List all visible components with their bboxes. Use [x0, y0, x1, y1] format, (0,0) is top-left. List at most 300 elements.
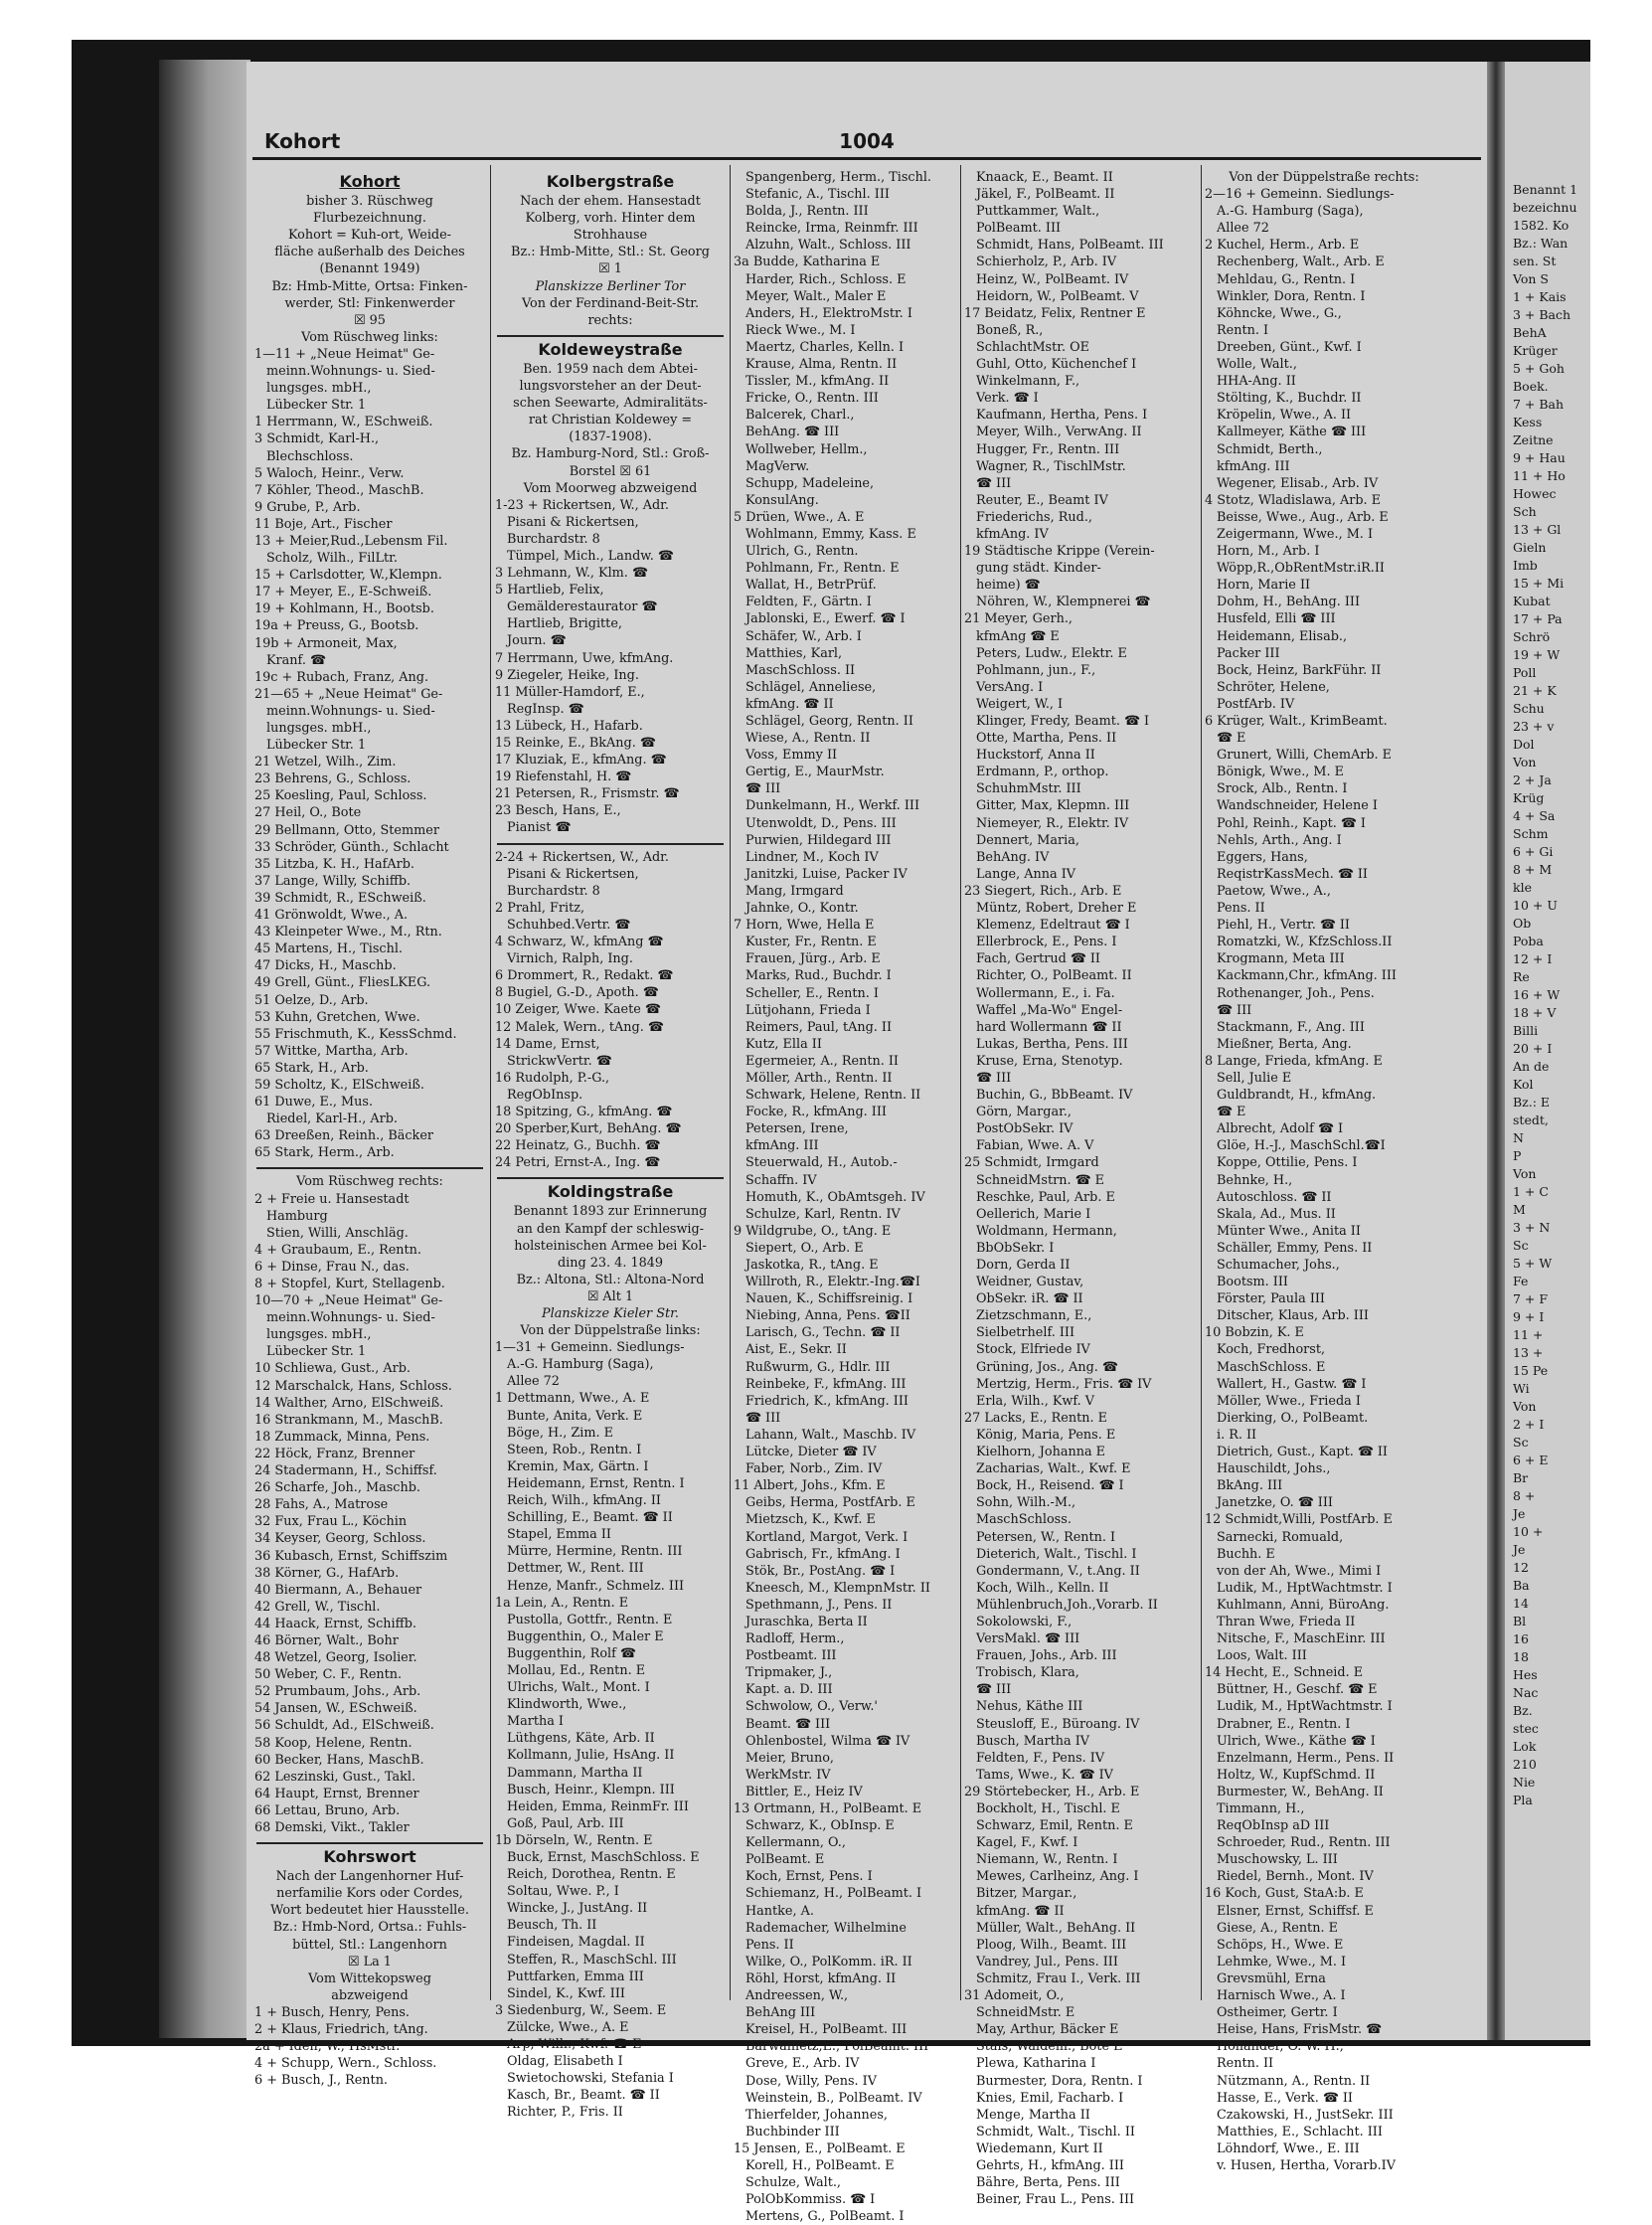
resident-entry: Koch, Wilh., Kelln. II — [976, 1580, 1109, 1596]
resident-entry: Feldten, F., Pens. IV — [976, 1750, 1105, 1766]
resident-entry: Horn, Marie II — [1217, 578, 1311, 594]
next-page-line: Nac — [1513, 1685, 1539, 1700]
resident-entry: Dose, Willy, Pens. IV — [745, 2073, 877, 2089]
resident-entry: Tams, Wwe., K. ☎ IV — [976, 1767, 1113, 1783]
street-note: Nach der Langenhorner Huf- — [275, 1869, 464, 1885]
resident-entry: Niemann, W., Rentn. I — [976, 1852, 1118, 1868]
house-entry: 27 Lacks, E., Rentn. E — [964, 1410, 1107, 1426]
resident-entry: Fach, Gertrud ☎ II — [976, 951, 1100, 967]
house-entry: 41 Grönwoldt, Wwe., A. — [254, 908, 409, 924]
resident-entry: Stapel, Emma II — [507, 1527, 611, 1543]
resident-entry: Menge, Martha II — [976, 2107, 1090, 2123]
resident-entry: Dreeben, Günt., Kwf. I — [1217, 339, 1362, 355]
house-entry: 16 Koch, Gust, StaA:b. E — [1205, 1886, 1364, 1902]
next-page-line: Schu — [1513, 701, 1545, 716]
street-note: Von der Ferdinand-Beit-Str. — [521, 295, 700, 311]
resident-entry: lungsges. mbH., — [266, 381, 372, 397]
resident-entry: Goß, Paul, Arb. III — [507, 1815, 624, 1831]
resident-entry: heime) ☎ — [976, 578, 1041, 594]
resident-entry: Kneesch, M., KlempnMstr. II — [745, 1580, 930, 1596]
resident-entry: Zacharias, Walt., Kwf. E — [976, 1461, 1131, 1477]
house-entry: 10 Zeiger, Wwe. Kaete ☎ — [495, 1002, 661, 1018]
resident-entry: BehAng. ☎ III — [745, 425, 840, 440]
resident-entry: Schmidt, Hans, PolBeamt. III — [976, 238, 1164, 254]
next-page-line: 6 + E — [1513, 1453, 1549, 1467]
resident-entry: Reuter, E., Beamt IV — [976, 492, 1108, 508]
column-5 — [1205, 169, 1443, 2173]
next-page-line: 9 + Hau — [1513, 450, 1566, 465]
resident-entry: Verk. ☎ I — [976, 391, 1039, 407]
resident-entry: BehAng III — [745, 2005, 816, 2021]
resident-entry: Spethmann, J., Pens. II — [745, 1597, 893, 1613]
resident-entry: Reimers, Paul, tAng. II — [745, 1019, 893, 1035]
house-entry: 40 Biermann, A., Behauer — [254, 1582, 422, 1598]
resident-entry: A.-G. Hamburg (Saga), — [1217, 204, 1364, 220]
resident-entry: Müntz, Robert, Dreher E — [976, 901, 1137, 917]
resident-entry: Kröpelin, Wwe., A. II — [1217, 408, 1352, 424]
resident-entry: Willroth, R., Elektr.-Ing.☎I — [745, 1275, 920, 1290]
resident-entry: Glöe, H.-J., MaschSchl.☎I — [1217, 1138, 1386, 1154]
resident-entry: Stackmann, F., Ang. III — [1217, 1019, 1365, 1035]
resident-entry: Schupp, Madeleine, — [745, 475, 875, 491]
resident-entry: Sielbetrhelf. III — [976, 1325, 1075, 1341]
resident-entry: Rieck Wwe., M. I — [745, 322, 856, 338]
next-page-line: Lok — [1513, 1739, 1537, 1754]
resident-entry: Jahnke, O., Kontr. — [745, 901, 859, 917]
column-rule — [960, 165, 961, 2000]
resident-entry: Scholz, Wilh., FilLtr. — [266, 551, 398, 567]
resident-entry: Riedel, Karl-H., Arb. — [266, 1112, 398, 1127]
next-page-line: 18 + V — [1513, 1005, 1557, 1020]
resident-entry: PolBeamt. III — [976, 221, 1062, 237]
next-page-line: 15 Pe — [1513, 1363, 1549, 1378]
resident-entry: Schmidt, Walt., Tischl. II — [976, 2124, 1135, 2139]
resident-entry: Nützmann, A., Rentn. II — [1217, 2073, 1371, 2089]
street-note: Vom Wittekopsweg — [308, 1970, 431, 1986]
house-entry: 54 Jansen, W., ESchweiß. — [254, 1701, 417, 1717]
resident-entry: Friedrich, K., kfmAng. III — [745, 1393, 909, 1409]
resident-entry: Bock, Heinz, BarkFühr. II — [1217, 662, 1382, 678]
resident-entry: Schlägel, Georg, Rentn. II — [745, 714, 913, 729]
resident-entry: Ludik, M., HptWachtmstr. I — [1217, 1699, 1393, 1715]
column-rule — [730, 165, 731, 2000]
house-entry: 63 Dreeßen, Reinh., Bäcker — [254, 1128, 434, 1144]
resident-entry: Woldmann, Hermann, — [976, 1223, 1117, 1239]
resident-entry: Ostheimer, Gertr. I — [1217, 2005, 1338, 2021]
resident-entry: Münter Wwe., Anita II — [1217, 1223, 1361, 1239]
resident-entry: Grüning, Jos., Ang. ☎ — [976, 1359, 1118, 1375]
house-entry: 2 + Freie u. Hansestadt — [254, 1191, 410, 1207]
resident-entry: Wilke, O., PolKomm. iR. II — [745, 1954, 912, 1969]
resident-entry: SchuhmMstr. III — [976, 781, 1081, 797]
resident-entry: Rothenanger, Joh., Pens. — [1217, 985, 1375, 1001]
house-entry: 33 Schröder, Günth., Schlacht — [254, 839, 449, 855]
resident-entry: Oellerich, Marie I — [976, 1206, 1091, 1222]
next-page-line: stedt, — [1513, 1112, 1549, 1127]
house-entry: 3a Budde, Katharina E — [734, 255, 881, 270]
resident-entry: Richter, P., Fris. II — [507, 2105, 623, 2121]
resident-entry: Beisse, Wwe., Aug., Arb. E — [1217, 509, 1389, 525]
resident-entry: Radloff, Herm., — [745, 1631, 845, 1647]
street-note: nerfamilie Kors oder Cordes, — [276, 1886, 463, 1902]
resident-entry: Bähre, Berta, Pens. III — [976, 2175, 1120, 2191]
resident-entry: Ulrich, Wwe., Käthe ☎ I — [1217, 1733, 1376, 1749]
resident-entry: Otte, Martha, Pens. II — [976, 731, 1117, 747]
resident-entry: meinn.Wohnungs- u. Sied- — [266, 1310, 435, 1326]
resident-entry: Jäkel, F., PolBeamt. II — [976, 187, 1115, 203]
next-page-fragments — [1513, 181, 1652, 1809]
resident-entry: Steen, Rob., Rentn. I — [507, 1442, 642, 1457]
resident-entry: Schöps, H., Wwe. E — [1217, 1937, 1344, 1953]
resident-entry: A.-G. Hamburg (Saga), — [507, 1357, 654, 1373]
resident-entry: Frauen, Johs., Arb. III — [976, 1648, 1117, 1664]
resident-entry: Friederichs, Rud., — [976, 509, 1092, 525]
house-entry: 6 + Busch, J., Rentn. — [254, 2073, 388, 2089]
resident-entry: i. R. II — [1217, 1427, 1257, 1443]
resident-entry: Thierfelder, Johannes, — [745, 2107, 888, 2123]
resident-entry: Timmann, H., — [1217, 1801, 1305, 1816]
resident-entry: Petersen, Irene, — [745, 1121, 849, 1137]
house-entry: 3 Siedenburg, W., Seem. E — [495, 2002, 667, 2018]
resident-entry: Ulrichs, Walt., Mont. I — [507, 1680, 650, 1696]
street-note: Strohhause — [573, 228, 648, 244]
street-heading: Koldingstraße — [547, 1182, 674, 1202]
house-entry: 19 Städtische Krippe (Verein- — [964, 544, 1155, 560]
resident-entry: Alzuhn, Walt., Schloss. III — [745, 238, 911, 254]
map-reference: Planskizze Kieler Str. — [542, 1306, 679, 1321]
resident-entry: Utenwoldt, D., Pens. III — [745, 815, 897, 831]
next-page-line: Schrö — [1513, 629, 1551, 644]
next-page-line: P — [1513, 1148, 1522, 1163]
resident-entry: Heidemann, Ernst, Rentn. I — [507, 1475, 685, 1491]
resident-entry: Janitzki, Luise, Packer IV — [745, 866, 908, 882]
street-note: Bz.: Altona, Stl.: Altona-Nord — [516, 1272, 705, 1287]
resident-entry: Hugger, Fr., Rentn. III — [976, 441, 1120, 457]
resident-entry: kfmAng. ☎ II — [976, 1903, 1065, 1919]
house-entry: 3 Lehmann, W., Klm. ☎ — [495, 566, 648, 582]
house-entry: 10 Schliewa, Gust., Arb. — [254, 1361, 411, 1377]
resident-entry: Virnich, Ralph, Ing. — [507, 951, 633, 967]
resident-entry: Jablonski, E., Ewerf. ☎ I — [745, 611, 906, 627]
resident-entry: Steusloff, E., Büroang. IV — [976, 1716, 1140, 1732]
resident-entry: Sokolowski, F., — [976, 1614, 1073, 1629]
house-entry: 18 Spitzing, G., kfmAng. ☎ — [495, 1104, 673, 1119]
resident-entry: Packer III — [1217, 645, 1280, 661]
resident-entry: Mehldau, G., Rentn. I — [1217, 271, 1356, 287]
next-page-line: 9 + I — [1513, 1309, 1545, 1324]
resident-entry: Dohm, H., BehAng. III — [1217, 595, 1361, 610]
next-page-line: 2 + I — [1513, 1417, 1545, 1432]
resident-entry: Dunkelmann, H., Werkf. III — [745, 798, 920, 814]
resident-entry: Boneß, R., — [976, 322, 1044, 338]
street-note: Bz. Hamburg-Nord, Stl.: Groß- — [511, 446, 710, 462]
next-page-line: 5 + Goh — [1513, 361, 1565, 376]
resident-entry: Knaack, E., Beamt. II — [976, 170, 1113, 185]
resident-entry: HHA-Ang. II — [1217, 374, 1296, 390]
next-page-line: Kess — [1513, 415, 1543, 429]
resident-entry: PostfArb. IV — [1217, 696, 1295, 712]
resident-entry: Dieterich, Walt., Tischl. I — [976, 1546, 1137, 1562]
resident-entry: MaschSchloss. II — [745, 662, 856, 678]
resident-entry: Rentn. II — [1217, 2056, 1274, 2072]
resident-entry: Gabrisch, Fr., kfmAng. I — [745, 1546, 901, 1562]
street-note: rechts: — [587, 312, 633, 328]
next-page-line: 8 + M — [1513, 862, 1553, 877]
resident-entry: Hasse, E., Verk. ☎ II — [1217, 2090, 1353, 2106]
resident-entry: Srock, Alb., Rentn. I — [1217, 781, 1348, 797]
next-page-line: Kubat — [1513, 594, 1551, 608]
resident-entry: v. Husen, Hertha, Vorarb.IV — [1217, 2157, 1396, 2173]
next-page-line: Krüger — [1513, 343, 1558, 358]
resident-entry: Mertens, G., PolBeamt. I — [745, 2209, 905, 2225]
resident-entry: Elsner, Ernst, Schiffsf. E — [1217, 1903, 1374, 1919]
next-page-line: Sc — [1513, 1238, 1529, 1253]
resident-entry: kfmAng. IV — [976, 526, 1049, 542]
resident-entry: Jaskotka, R., tAng. E — [745, 1258, 879, 1273]
next-page-line: 4 + Sa — [1513, 808, 1556, 823]
next-page-line: Zeitne — [1513, 432, 1554, 447]
house-entry: 5 Waloch, Heinr., Verw. — [254, 465, 405, 481]
house-entry: 22 Heinatz, G., Buchh. ☎ — [495, 1138, 661, 1154]
house-entry: 1—11 + „Neue Heimat" Ge- — [254, 346, 435, 362]
next-page-line: Wi — [1513, 1381, 1530, 1396]
next-page-line: Sc — [1513, 1435, 1529, 1450]
resident-entry: Wagner, R., TischlMstr. — [976, 458, 1126, 474]
house-entry: 4 Schwarz, W., kfmAng ☎ — [495, 935, 664, 950]
next-page-line: 11 + — [1513, 1327, 1544, 1342]
resident-entry: Kreisel, H., PolBeamt. III — [745, 2022, 908, 2038]
resident-entry: Busch, Heinr., Klempn. III — [507, 1782, 675, 1797]
house-entry: 48 Wetzel, Georg, Isolier. — [254, 1650, 417, 1666]
resident-entry: Husfeld, Elli ☎ III — [1217, 611, 1336, 627]
house-entry: 23 Behrens, G., Schloss. — [254, 771, 412, 787]
house-entry: 3 Schmidt, Karl-H., — [254, 431, 380, 447]
resident-entry: Kortland, Margot, Verk. I — [745, 1529, 909, 1545]
resident-entry: Korell, H., PolBeamt. E — [745, 2157, 895, 2173]
resident-entry: BehAng. IV — [976, 849, 1050, 865]
resident-entry: Buck, Ernst, MaschSchloss. E — [507, 1850, 700, 1865]
resident-entry: Waffel „Ma-Wo" Engel- — [976, 1002, 1123, 1018]
resident-entry: Pens. II — [1217, 901, 1265, 917]
resident-entry: Kollmann, Julie, HsAng. II — [507, 1748, 675, 1764]
resident-entry: Förster, Paula III — [1217, 1291, 1325, 1307]
resident-entry: Stien, Willi, Anschläg. — [266, 1225, 409, 1241]
resident-entry: Drabner, E., Rentn. I — [1217, 1716, 1351, 1732]
resident-entry: Kagel, F., Kwf. I — [976, 1835, 1078, 1851]
resident-entry: Bock, H., Reisend. ☎ I — [976, 1478, 1124, 1494]
resident-entry: Erdmann, P., orthop. — [976, 765, 1109, 780]
street-note: Nach der ehem. Hansestadt — [520, 194, 701, 210]
resident-entry: Steffen, R., MaschSchl. III — [507, 1952, 677, 1968]
resident-entry: Fricke, O., Rentn. III — [745, 391, 879, 407]
next-page-line: 8 + — [1513, 1488, 1536, 1503]
resident-entry: ☎ III — [976, 475, 1012, 491]
resident-entry: Stais, Waldem., Bote E — [976, 2039, 1123, 2055]
street-note: an den Kampf der schleswig- — [516, 1221, 705, 1237]
house-entry: 12 Schmidt,Willi, PostfArb. E — [1205, 1512, 1393, 1528]
resident-entry: RegObInsp. — [507, 1087, 583, 1103]
resident-entry: Kapt. a. D. III — [745, 1682, 833, 1698]
resident-entry: Gondermann, V., t.Ang. II — [976, 1563, 1140, 1579]
directory-page — [247, 62, 1487, 2225]
resident-entry: ☎ E — [1217, 731, 1246, 747]
house-entry: 65 Stark, H., Arb. — [254, 1060, 369, 1076]
resident-entry: hard Wollermann ☎ II — [976, 1019, 1122, 1035]
resident-entry: Barwanietz,E., PolBeamt. III — [745, 2039, 929, 2055]
resident-entry: Schuhbed.Vertr. ☎ — [507, 917, 631, 933]
resident-entry: Allee 72 — [507, 1374, 560, 1390]
street-note: Bz.: Hmb-Mitte, Stl.: St. Georg — [511, 245, 710, 260]
house-entry: 58 Koop, Helene, Rentn. — [254, 1735, 413, 1751]
street-note: ding 23. 4. 1849 — [557, 1255, 664, 1271]
street-note: Bz.: Hmb-Nord, Ortsa.: Fuhls- — [272, 1920, 467, 1936]
resident-entry: Mollau, Ed., Rentn. E — [507, 1662, 646, 1678]
house-entry: 22 Höck, Franz, Brenner — [254, 1446, 415, 1461]
resident-entry: Holländer, O. W. H., — [1217, 2039, 1344, 2055]
house-entry: 50 Weber, C. F., Rentn. — [254, 1667, 403, 1683]
house-entry: 25 Schmidt, Irmgard — [964, 1155, 1099, 1171]
next-page-line: 7 + Bah — [1513, 397, 1565, 412]
resident-entry: Kielhorn, Johanna E — [976, 1445, 1105, 1460]
house-entry: 13 Ortmann, H., PolBeamt. E — [734, 1801, 922, 1816]
next-page-line: Pla — [1513, 1793, 1533, 1807]
resident-entry: Dierking, O., PolBeamt. — [1217, 1410, 1369, 1426]
house-entry: 16 Rudolph, P.-G., — [495, 1070, 610, 1086]
street-note: Flurbezeichnung. — [313, 211, 426, 227]
resident-entry: Büttner, H., Geschf. ☎ E — [1217, 1682, 1378, 1698]
resident-entry: Puttkammer, Walt., — [976, 204, 1100, 220]
column-rule — [490, 165, 491, 2000]
resident-entry: Müller, Walt., BehAng. II — [976, 1920, 1136, 1936]
street-note: ☒ La 1 — [348, 1954, 392, 1969]
resident-entry: Trobisch, Klara, — [976, 1665, 1079, 1681]
resident-entry: Schmidt, Berth., — [1217, 441, 1323, 457]
street-note: Von der Düppelstraße rechts: — [1229, 170, 1419, 185]
resident-entry: Weinstein, B., PolBeamt. IV — [745, 2090, 922, 2106]
street-note: Borstel ☒ 61 — [569, 463, 652, 479]
house-entry: 1 + Busch, Henry, Pens. — [254, 2004, 410, 2020]
resident-entry: Heise, Hans, FrisMstr. ☎ — [1217, 2022, 1383, 2038]
next-page-line: An de — [1513, 1059, 1550, 1074]
next-page-line: Je — [1513, 1542, 1526, 1557]
next-page-line: 6 + Gi — [1513, 844, 1554, 859]
house-entry: 7 Horn, Wwe, Hella E — [734, 918, 875, 934]
resident-entry: Reschke, Paul, Arb. E — [976, 1189, 1115, 1205]
resident-entry: Krogmann, Meta III — [1217, 951, 1345, 967]
resident-entry: Postbeamt. III — [745, 1648, 837, 1664]
resident-entry: Bitzer, Margar., — [976, 1886, 1077, 1902]
next-page-line: Re — [1513, 969, 1530, 984]
next-page-line: 17 + Pa — [1513, 611, 1563, 626]
house-entry: 19 Riefenstahl, H. ☎ — [495, 770, 632, 785]
resident-entry: Pohlmann, Fr., Rentn. E — [745, 561, 900, 577]
resident-entry: ☎ III — [1217, 1002, 1252, 1018]
resident-entry: Ulrich, G., Rentn. — [745, 544, 859, 560]
house-entry: 32 Fux, Frau L., Köchin — [254, 1514, 408, 1530]
resident-entry: Schilling, E., Beamt. ☎ II — [507, 1510, 673, 1526]
book-gutter — [1487, 62, 1505, 2040]
house-entry: 11 Müller-Hamdorf, E., — [495, 684, 645, 700]
resident-entry: Sindel, K., Kwf. III — [507, 1985, 625, 2001]
resident-entry: Skala, Ad., Mus. II — [1217, 1206, 1336, 1222]
resident-entry: Allee 72 — [1217, 221, 1269, 237]
resident-entry: Faber, Norb., Zim. IV — [745, 1461, 883, 1477]
house-entry: 2—16 + Gemeinn. Siedlungs- — [1205, 187, 1395, 203]
resident-entry: Soltau, Wwe. P., I — [507, 1884, 619, 1900]
resident-entry: Bockholt, H., Tischl. E — [976, 1801, 1120, 1816]
house-entry: 13 Lübeck, H., Hafarb. — [495, 718, 643, 734]
resident-entry: Buchbinder III — [745, 2124, 840, 2139]
resident-entry: Buchin, G., BbBeamt. IV — [976, 1088, 1133, 1104]
next-page-line: Sch — [1513, 504, 1537, 519]
book-page-edges — [159, 60, 250, 2038]
resident-entry: SchlachtMstr. OE — [976, 339, 1089, 355]
house-entry: 24 Stadermann, H., Schiffsf. — [254, 1463, 437, 1479]
resident-entry: ReqObInsp aD III — [1217, 1818, 1330, 1834]
next-page-line: M — [1513, 1202, 1526, 1217]
resident-entry: Schwolow, O., Verw.' — [745, 1699, 878, 1715]
house-entry: 4 + Graubaum, E., Rentn. — [254, 1242, 421, 1258]
house-entry: 16 Strankmann, M., MaschB. — [254, 1412, 443, 1428]
next-page-edge — [1505, 62, 1590, 2040]
house-entry: 6 Krüger, Walt., KrimBeamt. — [1205, 714, 1388, 729]
next-page-line: Fe — [1513, 1274, 1529, 1288]
next-page-line: Nie — [1513, 1775, 1536, 1790]
house-entry: 56 Schuldt, Ad., ElSchweiß. — [254, 1718, 434, 1734]
next-page-line: 13 + — [1513, 1345, 1544, 1360]
house-entry: 61 Duwe, E., Mus. — [254, 1095, 374, 1111]
resident-entry: Pustolla, Gottfr., Rentn. E — [507, 1612, 673, 1627]
resident-entry: Schröter, Helene, — [1217, 679, 1330, 695]
house-entry: 25 Koesling, Paul, Schloss. — [254, 788, 427, 804]
house-entry: 64 Haupt, Ernst, Brenner — [254, 1786, 419, 1801]
house-entry: 11 Boje, Art., Fischer — [254, 516, 393, 532]
next-page-line: Br — [1513, 1470, 1529, 1485]
resident-entry: Reincke, Irma, Reinmfr. III — [745, 221, 918, 237]
resident-entry: MaschSchloss. E — [1217, 1359, 1326, 1375]
resident-entry: Wolle, Walt., — [1217, 357, 1297, 373]
next-page-line: 210 — [1513, 1757, 1537, 1772]
resident-entry: Möller, Wwe., Frieda I — [1217, 1393, 1361, 1409]
resident-entry: Fabian, Wwe. A. V — [976, 1138, 1094, 1154]
resident-entry: Pianist ☎ — [507, 820, 572, 836]
street-note: Kolberg, vorh. Hinter dem — [525, 211, 696, 227]
resident-entry: Tripmaker, J., — [745, 1665, 833, 1681]
resident-entry: Dorn, Gerda II — [976, 1258, 1071, 1273]
house-entry: 51 Oelze, D., Arb. — [254, 992, 369, 1008]
resident-entry: Möller, Arth., Rentn. II — [745, 1070, 893, 1086]
resident-entry: Beamt. ☎ III — [745, 1716, 831, 1732]
resident-entry: Lütjohann, Frieda I — [745, 1002, 871, 1018]
resident-entry: Henze, Manfr., Schmelz. III — [507, 1578, 685, 1594]
resident-entry: kfmAng ☎ E — [976, 628, 1060, 644]
resident-entry: Gehrts, H., kfmAng. III — [976, 2157, 1124, 2173]
resident-entry: Pisani & Rickertsen, — [507, 514, 639, 530]
resident-entry: Mietzsch, K., Kwf. E — [745, 1512, 876, 1528]
resident-entry: Erla, Wilh., Kwf. V — [976, 1393, 1095, 1409]
next-page-line: Ob — [1513, 916, 1532, 931]
resident-entry: Görn, Margar., — [976, 1105, 1072, 1120]
house-entry: 36 Kubasch, Ernst, Schiffszim — [254, 1548, 448, 1564]
resident-entry: Winkelmann, F., — [976, 374, 1080, 390]
resident-entry: Oldag, Elisabeth I — [507, 2054, 623, 2070]
resident-entry: StrickwVertr. ☎ — [507, 1053, 612, 1069]
resident-entry: Riedel, Bernh., Mont. IV — [1217, 1869, 1374, 1885]
resident-entry: Winkler, Dora, Rentn. I — [1217, 288, 1366, 304]
next-page-line: 5 + W — [1513, 1256, 1553, 1271]
resident-entry: Behnke, H., — [1217, 1172, 1293, 1188]
resident-entry: Matthies, Karl, — [745, 645, 843, 661]
